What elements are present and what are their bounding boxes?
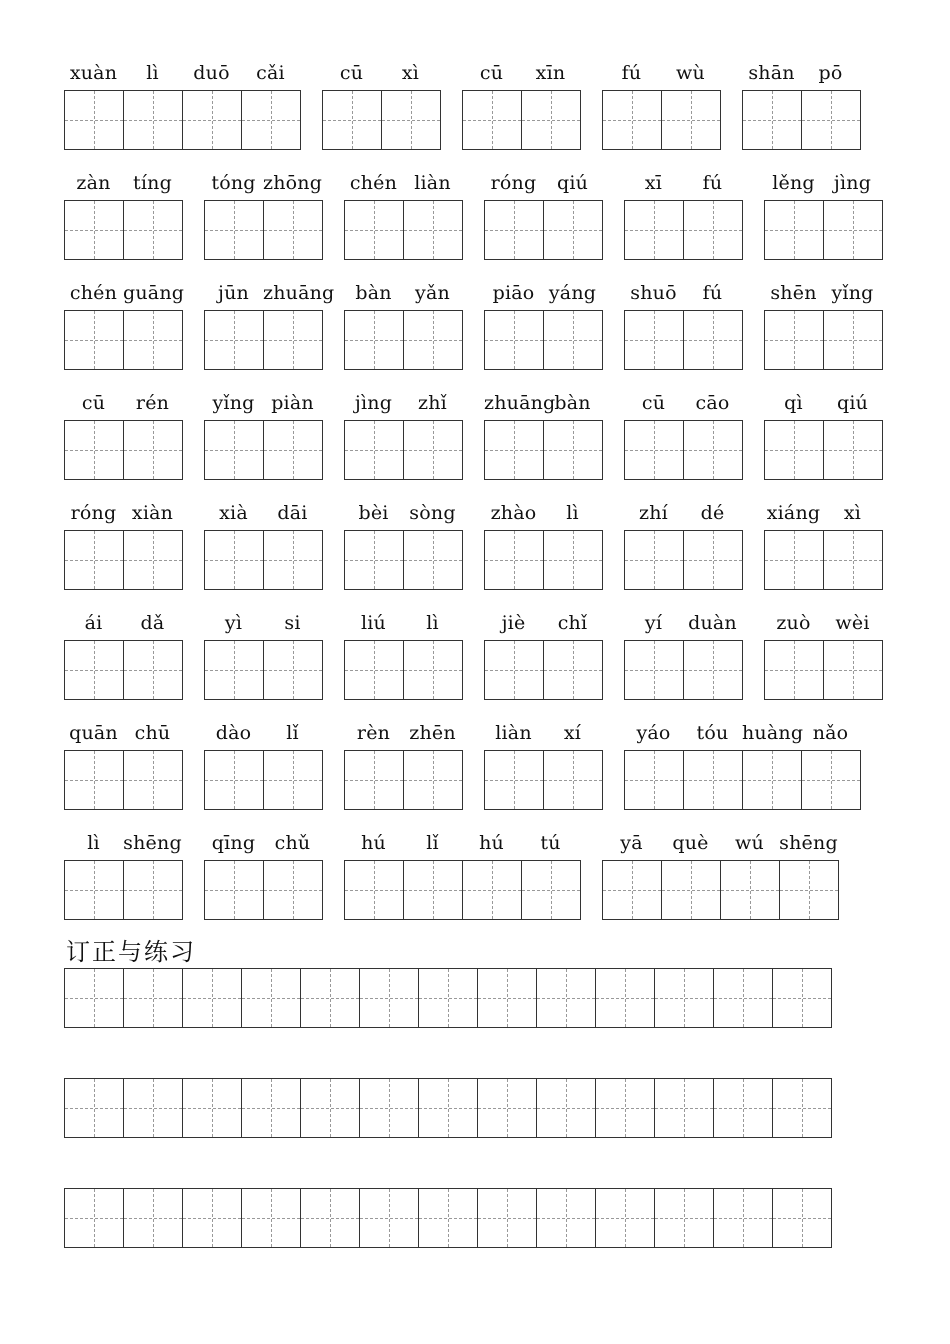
writing-cell[interactable] [823, 420, 883, 480]
pinyin-label: shēng [123, 832, 182, 854]
word-group [204, 500, 323, 590]
writing-cell[interactable] [742, 750, 801, 810]
practice-cell[interactable] [182, 968, 241, 1028]
word-group [624, 280, 743, 370]
pinyin-label: tíng [133, 172, 172, 194]
practice-cell[interactable] [772, 1078, 832, 1138]
practice-cell[interactable] [64, 1078, 123, 1138]
writing-cell[interactable] [204, 310, 263, 370]
word-group [624, 170, 743, 260]
practice-cell[interactable] [64, 1188, 123, 1248]
practice-cell[interactable] [241, 1188, 300, 1248]
pinyin-label: què [672, 832, 709, 854]
pinyin-label: xià [219, 502, 248, 524]
pinyin-label: cū [339, 62, 364, 84]
pinyin-label: lì [426, 612, 439, 634]
practice-cell[interactable] [300, 1078, 359, 1138]
writing-cell[interactable] [322, 90, 381, 150]
pinyin-label: jìng [354, 392, 393, 414]
writing-cell[interactable] [123, 530, 183, 590]
pinyin-label: yì [224, 612, 243, 634]
pinyin-label: róng [70, 502, 117, 524]
practice-cell[interactable] [418, 1188, 477, 1248]
writing-cell[interactable] [484, 200, 543, 260]
word-group [344, 280, 463, 370]
pinyin-label: shēng [779, 832, 838, 854]
pinyin-label: zhí [639, 502, 668, 524]
word-group [344, 500, 463, 590]
writing-cell[interactable] [764, 530, 823, 590]
pinyin-label: cū [641, 392, 666, 414]
writing-cell[interactable] [462, 90, 521, 150]
word-group [64, 60, 301, 150]
writing-cell[interactable] [64, 90, 123, 150]
writing-cell[interactable] [764, 310, 823, 370]
pinyin-label: yā [620, 832, 643, 854]
writing-cell[interactable] [64, 860, 123, 920]
word-group [204, 830, 323, 920]
word-group [484, 390, 603, 480]
writing-cell[interactable] [263, 200, 323, 260]
writing-cell[interactable] [344, 420, 403, 480]
pinyin-label: cū [479, 62, 504, 84]
writing-cell[interactable] [484, 420, 543, 480]
writing-cell[interactable] [204, 420, 263, 480]
writing-cell[interactable] [123, 860, 183, 920]
writing-cell[interactable] [683, 530, 743, 590]
practice-cell[interactable] [123, 968, 182, 1028]
writing-cell[interactable] [484, 530, 543, 590]
word-group [64, 170, 183, 260]
pinyin-label: chén [349, 172, 398, 194]
pinyin-label: piāo [492, 282, 535, 304]
pinyin-label: zhēn [409, 722, 456, 744]
practice-cell[interactable] [359, 968, 418, 1028]
writing-cell[interactable] [484, 750, 543, 810]
pinyin-label: duō [193, 62, 230, 84]
writing-cell[interactable] [403, 200, 463, 260]
practice-cell[interactable] [595, 1078, 654, 1138]
practice-row [64, 1078, 832, 1138]
pinyin-label: rén [135, 392, 170, 414]
practice-cell[interactable] [182, 1188, 241, 1248]
writing-cell[interactable] [64, 420, 123, 480]
writing-cell[interactable] [543, 420, 603, 480]
practice-cell[interactable] [536, 968, 595, 1028]
practice-cell[interactable] [477, 968, 536, 1028]
practice-row [64, 968, 832, 1028]
word-group [742, 60, 861, 150]
practice-cell[interactable] [654, 1188, 713, 1248]
writing-cell[interactable] [403, 310, 463, 370]
writing-cell[interactable] [823, 640, 883, 700]
writing-cell[interactable] [204, 530, 263, 590]
pinyin-label: fú [621, 62, 642, 84]
pinyin-label: dào [215, 722, 252, 744]
writing-cell[interactable] [64, 640, 123, 700]
writing-cell[interactable] [683, 420, 743, 480]
writing-cell[interactable] [683, 640, 743, 700]
word-group [344, 170, 463, 260]
word-group [764, 280, 883, 370]
pinyin-label: liàn [414, 172, 451, 194]
pinyin-label: liàn [495, 722, 532, 744]
writing-cell[interactable] [823, 200, 883, 260]
word-group [344, 610, 463, 700]
practice-cell[interactable] [300, 1188, 359, 1248]
writing-cell[interactable] [543, 310, 603, 370]
writing-cell[interactable] [403, 530, 463, 590]
practice-cell[interactable] [418, 1078, 477, 1138]
pinyin-label: wù [676, 62, 705, 84]
practice-cell[interactable] [241, 968, 300, 1028]
pinyin-label: cāo [695, 392, 730, 414]
pinyin-label: hú [479, 832, 504, 854]
writing-cell[interactable] [123, 200, 183, 260]
writing-cell[interactable] [742, 90, 801, 150]
word-group [484, 170, 603, 260]
word-group [484, 280, 603, 370]
pinyin-label: lǐ [426, 832, 439, 854]
practice-cell[interactable] [713, 1188, 772, 1248]
pinyin-label: pō [818, 62, 843, 84]
writing-cell[interactable] [683, 750, 742, 810]
practice-cell[interactable] [536, 1078, 595, 1138]
practice-cell[interactable] [595, 1188, 654, 1248]
practice-cell[interactable] [595, 968, 654, 1028]
pinyin-label: chén [69, 282, 118, 304]
writing-cell[interactable] [204, 750, 263, 810]
practice-cell[interactable] [64, 968, 123, 1028]
writing-cell[interactable] [764, 200, 823, 260]
pinyin-label: huàng [742, 722, 804, 744]
word-group [484, 720, 603, 810]
pinyin-label: lì [87, 832, 100, 854]
pinyin-label: chū [134, 722, 171, 744]
writing-cell[interactable] [241, 90, 301, 150]
word-group [204, 610, 323, 700]
writing-cell[interactable] [484, 640, 543, 700]
pinyin-label: yǐng [831, 282, 874, 304]
pinyin-label: xī [644, 172, 663, 194]
writing-cell[interactable] [624, 420, 683, 480]
writing-cell[interactable] [123, 750, 183, 810]
word-group [322, 60, 441, 150]
writing-cell[interactable] [543, 530, 603, 590]
writing-cell[interactable] [344, 530, 403, 590]
word-group [764, 170, 883, 260]
pinyin-label: bàn [554, 392, 591, 414]
pinyin-label: lì [566, 502, 579, 524]
pinyin-label: si [284, 612, 301, 634]
writing-cell[interactable] [123, 640, 183, 700]
writing-cell[interactable] [403, 420, 463, 480]
writing-cell[interactable] [123, 90, 182, 150]
writing-cell[interactable] [543, 200, 603, 260]
pinyin-label: zuò [776, 612, 811, 634]
pinyin-label: ái [84, 612, 103, 634]
writing-cell[interactable] [344, 750, 403, 810]
writing-cell[interactable] [624, 750, 683, 810]
practice-cell[interactable] [536, 1188, 595, 1248]
word-group [64, 720, 183, 810]
pinyin-label: xí [563, 722, 582, 744]
word-group [64, 500, 183, 590]
word-group [484, 500, 603, 590]
writing-cell[interactable] [263, 420, 323, 480]
pinyin-label: zhōng [263, 172, 323, 194]
pinyin-label: dāi [277, 502, 308, 524]
pinyin-label: jūn [218, 282, 249, 304]
writing-cell[interactable] [344, 640, 403, 700]
pinyin-label: tóng [211, 172, 256, 194]
writing-cell[interactable] [521, 90, 581, 150]
pinyin-label: zhuāng [263, 282, 335, 304]
pinyin-label: zhǐ [418, 392, 447, 414]
pinyin-label: jiè [501, 612, 526, 634]
pinyin-label: hú [361, 832, 386, 854]
pinyin-label: lǐ [286, 722, 299, 744]
writing-cell[interactable] [344, 860, 403, 920]
pinyin-label: rèn [356, 722, 391, 744]
writing-cell[interactable] [624, 530, 683, 590]
writing-cell[interactable] [403, 860, 462, 920]
word-group [484, 610, 603, 700]
pinyin-label: xiáng [766, 502, 821, 524]
pinyin-label: qiú [836, 392, 869, 414]
writing-cell[interactable] [624, 310, 683, 370]
writing-cell[interactable] [263, 530, 323, 590]
writing-cell[interactable] [64, 310, 123, 370]
word-group [624, 720, 861, 810]
writing-cell[interactable] [403, 750, 463, 810]
writing-cell[interactable] [381, 90, 441, 150]
writing-cell[interactable] [602, 90, 661, 150]
pinyin-label: róng [490, 172, 537, 194]
practice-cell[interactable] [477, 1188, 536, 1248]
writing-cell[interactable] [344, 310, 403, 370]
writing-cell[interactable] [263, 750, 323, 810]
writing-cell[interactable] [764, 640, 823, 700]
practice-cell[interactable] [713, 1078, 772, 1138]
practice-cell[interactable] [123, 1188, 182, 1248]
word-group [764, 610, 883, 700]
word-group [602, 830, 839, 920]
pinyin-label: quān [69, 722, 118, 744]
word-group [64, 830, 183, 920]
practice-cell[interactable] [300, 968, 359, 1028]
writing-cell[interactable] [403, 640, 463, 700]
pinyin-label: yǎn [415, 282, 450, 304]
writing-cell[interactable] [123, 420, 183, 480]
word-group [64, 610, 183, 700]
practice-cell[interactable] [713, 968, 772, 1028]
pinyin-label: shān [748, 62, 795, 84]
pinyin-label: dǎ [140, 612, 165, 634]
word-group [624, 610, 743, 700]
writing-cell[interactable] [263, 860, 323, 920]
pinyin-label: chǐ [557, 612, 588, 634]
word-group [204, 720, 323, 810]
writing-cell[interactable] [624, 200, 683, 260]
pinyin-label: nǎo [812, 722, 849, 744]
practice-cell[interactable] [359, 1078, 418, 1138]
practice-cell[interactable] [772, 1188, 832, 1248]
practice-row [64, 1188, 832, 1248]
pinyin-label: yáng [548, 282, 597, 304]
pinyin-label: shēn [770, 282, 817, 304]
practice-cell[interactable] [123, 1078, 182, 1138]
word-group [64, 280, 183, 370]
pinyin-label: tóu [696, 722, 729, 744]
writing-cell[interactable] [624, 640, 683, 700]
writing-cell[interactable] [602, 860, 661, 920]
pinyin-label: xuàn [69, 62, 118, 84]
word-group [344, 390, 463, 480]
writing-cell[interactable] [801, 750, 861, 810]
practice-cell[interactable] [182, 1078, 241, 1138]
pinyin-label: liú [361, 612, 386, 634]
word-group [204, 280, 335, 370]
section-title: 订正与练习 [66, 938, 196, 966]
writing-cell[interactable] [462, 860, 521, 920]
pinyin-label: chǔ [274, 832, 311, 854]
writing-cell[interactable] [204, 200, 263, 260]
word-group [764, 500, 883, 590]
writing-cell[interactable] [683, 310, 743, 370]
writing-cell[interactable] [823, 530, 883, 590]
pinyin-label: guāng [123, 282, 185, 304]
pinyin-label: yǐng [212, 392, 255, 414]
writing-cell[interactable] [123, 310, 183, 370]
writing-cell[interactable] [64, 750, 123, 810]
pinyin-label: wèi [835, 612, 870, 634]
pinyin-label: xì [843, 502, 862, 524]
practice-cell[interactable] [477, 1078, 536, 1138]
pinyin-label: xīn [535, 62, 566, 84]
writing-cell[interactable] [661, 90, 721, 150]
pinyin-label: xì [401, 62, 420, 84]
pinyin-label: cǎi [256, 62, 285, 84]
pinyin-label: bèi [358, 502, 389, 524]
pinyin-label: wú [735, 832, 764, 854]
writing-cell[interactable] [263, 310, 323, 370]
practice-cell[interactable] [654, 968, 713, 1028]
pinyin-label: qiú [556, 172, 589, 194]
practice-cell[interactable] [654, 1078, 713, 1138]
pinyin-label: yí [644, 612, 663, 634]
pinyin-label: piàn [271, 392, 314, 414]
practice-cell[interactable] [772, 968, 832, 1028]
practice-cell[interactable] [241, 1078, 300, 1138]
writing-cell[interactable] [823, 310, 883, 370]
pinyin-label: zhuāng [484, 392, 556, 414]
writing-cell[interactable] [204, 860, 263, 920]
word-group [602, 60, 721, 150]
writing-cell[interactable] [521, 860, 581, 920]
writing-cell[interactable] [779, 860, 839, 920]
word-group [344, 720, 463, 810]
pinyin-label: qì [784, 392, 803, 414]
practice-cell[interactable] [359, 1188, 418, 1248]
writing-cell[interactable] [683, 200, 743, 260]
word-group [204, 170, 323, 260]
writing-cell[interactable] [64, 200, 123, 260]
pinyin-label: lì [146, 62, 159, 84]
word-group [64, 390, 183, 480]
pinyin-label: jìng [833, 172, 872, 194]
writing-cell[interactable] [263, 640, 323, 700]
pinyin-label: duàn [688, 612, 737, 634]
pinyin-label: lěng [772, 172, 815, 194]
practice-cell[interactable] [418, 968, 477, 1028]
writing-cell[interactable] [801, 90, 861, 150]
writing-cell[interactable] [543, 750, 603, 810]
writing-cell[interactable] [64, 530, 123, 590]
writing-cell[interactable] [661, 860, 720, 920]
pinyin-label: yáo [636, 722, 671, 744]
writing-cell[interactable] [344, 200, 403, 260]
writing-cell[interactable] [204, 640, 263, 700]
word-group [624, 390, 743, 480]
pinyin-label: fú [702, 172, 723, 194]
word-group [462, 60, 581, 150]
pinyin-label: qīng [211, 832, 256, 854]
writing-cell[interactable] [764, 420, 823, 480]
word-group [624, 500, 743, 590]
pinyin-label: zhào [490, 502, 537, 524]
writing-cell[interactable] [182, 90, 241, 150]
pinyin-label: dé [700, 502, 725, 524]
pinyin-label: zàn [76, 172, 111, 194]
word-group [204, 390, 323, 480]
pinyin-label: sòng [409, 502, 456, 524]
pinyin-label: xiàn [131, 502, 174, 524]
pinyin-label: fú [702, 282, 723, 304]
writing-cell[interactable] [484, 310, 543, 370]
writing-cell[interactable] [543, 640, 603, 700]
pinyin-label: tú [540, 832, 561, 854]
pinyin-label: shuō [630, 282, 677, 304]
writing-cell[interactable] [720, 860, 779, 920]
word-group [764, 390, 883, 480]
pinyin-label: cū [81, 392, 106, 414]
pinyin-label: bàn [355, 282, 392, 304]
word-group [344, 830, 581, 920]
